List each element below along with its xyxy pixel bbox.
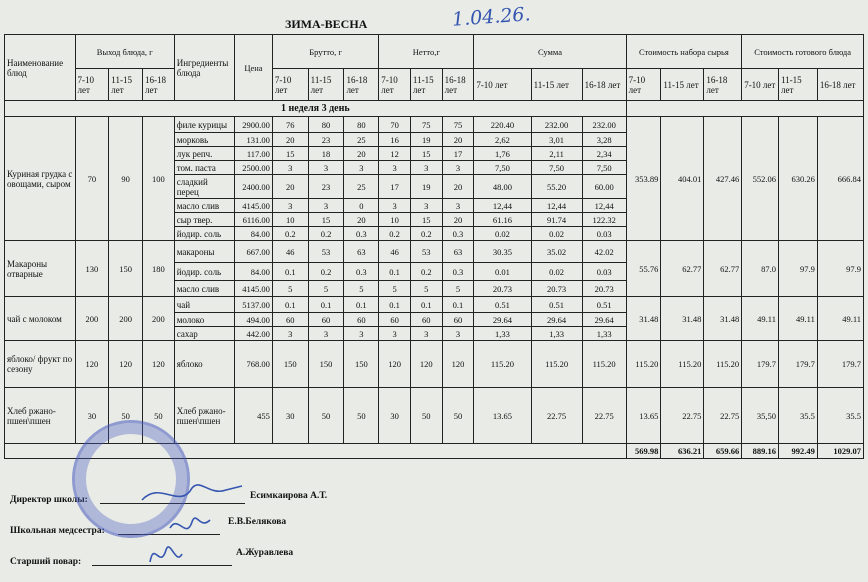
raw-total-cell: 569.98 [626,444,661,459]
netto-cell: 17 [379,175,411,199]
header-ingredients: Ингредиенты блюда [174,35,234,101]
netto-cell: 46 [379,241,411,263]
sum-cell: 0.51 [474,297,531,313]
header-raw-cost: Стоимость набора сырья [626,35,742,69]
sum-cell: 55.20 [531,175,582,199]
brutto-cell: 25 [344,175,379,199]
netto-cell: 12 [379,147,411,161]
age-header: 7-10 лет [626,69,661,101]
ready-cost-cell: 552.06 [742,117,779,241]
brutto-cell: 3 [272,327,308,341]
director-label: Директор школы: [10,495,88,505]
yield-cell: 130 [75,241,109,297]
yield-cell: 50 [143,388,175,444]
brutto-cell: 0.1 [308,297,344,313]
yield-cell: 70 [75,117,109,241]
ready-cost-cell: 666.84 [817,117,863,241]
document-title: ЗИМА-ВЕСНА [285,17,368,31]
price-cell: 84.00 [235,227,273,241]
sum-cell: 2,34 [582,147,626,161]
director-name: Есимкаирова А.Т. [250,491,328,501]
netto-cell: 19 [410,133,442,147]
netto-cell: 60 [379,313,411,327]
sum-cell: 115.20 [582,341,626,388]
netto-cell: 5 [410,281,442,297]
brutto-cell: 25 [344,133,379,147]
ingredient-name: чай [174,297,234,313]
sum-cell: 232.00 [582,117,626,133]
ingredient-name: филе курицы [174,117,234,133]
netto-cell: 3 [442,199,474,213]
ingredient-name: сахар [174,327,234,341]
age-header: 7-10 лет [474,69,531,101]
brutto-cell: 0.3 [344,227,379,241]
yield-cell: 200 [143,297,175,341]
sum-cell: 29.64 [531,313,582,327]
cook-name: А.Журавлева [236,548,294,558]
yield-cell: 120 [109,341,143,388]
netto-cell: 50 [410,388,442,444]
raw-cost-cell: 31.48 [626,297,661,341]
ingredient-name: морковь [174,133,234,147]
yield-cell: 200 [75,297,109,341]
netto-cell: 75 [410,117,442,133]
ready-cost-cell: 87.0 [742,241,779,297]
sum-cell: 12,44 [531,199,582,213]
sum-cell: 115.20 [531,341,582,388]
nurse-name: Е.В.Белякова [228,517,287,527]
dish-name: чай с молоком [5,297,76,341]
netto-cell: 0.3 [442,227,474,241]
netto-cell: 20 [442,133,474,147]
brutto-cell: 50 [308,388,344,444]
raw-cost-cell: 62.77 [661,241,704,297]
yield-cell: 180 [143,241,175,297]
yield-cell: 120 [143,341,175,388]
header-netto: Нетто,г [379,35,474,69]
netto-cell: 3 [442,161,474,175]
age-header: 16-18 лет [582,69,626,101]
yield-cell: 30 [75,388,109,444]
sum-cell: 42.02 [582,241,626,263]
brutto-cell: 150 [308,341,344,388]
sum-cell: 60.00 [582,175,626,199]
netto-cell: 60 [442,313,474,327]
netto-cell: 20 [442,213,474,227]
sum-cell: 232.00 [531,117,582,133]
ingredient-name: сыр твер. [174,213,234,227]
brutto-cell: 3 [272,161,308,175]
sum-cell: 2,62 [474,133,531,147]
header-sum: Сумма [474,35,626,69]
raw-cost-cell: 31.48 [704,297,742,341]
age-header: 16-18 лет [143,69,175,101]
sum-cell: 48.00 [474,175,531,199]
yield-cell: 50 [109,388,143,444]
brutto-cell: 3 [308,161,344,175]
sum-cell: 29.64 [582,313,626,327]
brutto-cell: 60 [272,313,308,327]
yield-cell: 100 [143,117,175,241]
brutto-cell: 50 [344,388,379,444]
netto-cell: 0.1 [442,297,474,313]
table-row [5,297,864,313]
netto-cell: 0.1 [410,297,442,313]
raw-cost-cell: 404.01 [661,117,704,241]
age-header: 7-10 лет [742,69,779,101]
table-row [5,341,864,388]
ingredient-name: Хлеб ржано-пшен\пшен [174,388,234,444]
sum-cell: 30.35 [474,241,531,263]
netto-cell: 0.2 [410,227,442,241]
netto-cell: 0.2 [410,263,442,281]
brutto-cell: 150 [272,341,308,388]
brutto-cell: 0.2 [308,263,344,281]
sum-cell: 0.02 [474,227,531,241]
ingredient-name: масло слив [174,199,234,213]
netto-cell: 20 [442,175,474,199]
brutto-cell: 20 [272,133,308,147]
age-header: 11-15 лет [778,69,817,101]
brutto-cell: 5 [272,281,308,297]
raw-cost-cell: 31.48 [661,297,704,341]
netto-cell: 19 [410,175,442,199]
price-cell: 455 [235,388,273,444]
cook-label: Старший повар: [10,557,82,567]
raw-cost-cell: 55.76 [626,241,661,297]
age-header: 11-15 лет [109,69,143,101]
brutto-cell: 18 [308,147,344,161]
sum-cell: 22.75 [582,388,626,444]
brutto-cell: 5 [344,281,379,297]
brutto-cell: 30 [272,388,308,444]
ingredient-name: молоко [174,313,234,327]
brutto-cell: 63 [344,241,379,263]
sum-cell: 12,44 [582,199,626,213]
handwritten-date: 1.04.26. [451,3,532,31]
brutto-cell: 10 [272,213,308,227]
netto-cell: 5 [379,281,411,297]
age-header: 16-18 лет [344,69,379,101]
ingredient-name: масло слив [174,281,234,297]
brutto-cell: 15 [272,147,308,161]
netto-cell: 0.2 [379,227,411,241]
ingredient-name: яблоко [174,341,234,388]
sum-cell: 7,50 [474,161,531,175]
netto-cell: 3 [442,327,474,341]
netto-cell: 50 [442,388,474,444]
sum-cell: 3,01 [531,133,582,147]
brutto-cell: 80 [308,117,344,133]
netto-cell: 30 [379,388,411,444]
sum-cell: 22.75 [531,388,582,444]
price-cell: 2400.00 [235,175,273,199]
price-cell: 117.00 [235,147,273,161]
ingredient-name: лук репч. [174,147,234,161]
brutto-cell: 20 [272,175,308,199]
sum-cell: 20.73 [531,281,582,297]
brutto-cell: 0.1 [344,297,379,313]
raw-cost-cell: 22.75 [704,388,742,444]
sum-cell: 0.02 [531,263,582,281]
netto-cell: 70 [379,117,411,133]
netto-cell: 3 [379,327,411,341]
brutto-cell: 3 [272,199,308,213]
age-header: 7-10 лет [379,69,411,101]
brutto-cell: 80 [344,117,379,133]
header-ready-cost: Стоимость готового блюда [742,35,864,69]
sum-cell: 1,33 [531,327,582,341]
header-brutto: Брутто, г [272,35,378,69]
brutto-cell: 0 [344,199,379,213]
yield-cell: 200 [109,297,143,341]
header-dish-name: Наименование блюд [5,35,76,101]
sum-cell: 122.32 [582,213,626,227]
netto-cell: 15 [410,147,442,161]
yield-cell: 150 [109,241,143,297]
sum-cell: 3,28 [582,133,626,147]
raw-cost-cell: 115.20 [661,341,704,388]
price-cell: 2900.00 [235,117,273,133]
age-header: 11-15 лет [661,69,704,101]
brutto-cell: 0.2 [272,227,308,241]
sum-cell: 1,33 [582,327,626,341]
sum-cell: 115.20 [474,341,531,388]
netto-cell: 120 [379,341,411,388]
sum-cell: 0.03 [582,227,626,241]
ready-cost-cell: 49.11 [817,297,863,341]
ready-cost-cell: 35.5 [817,388,863,444]
sum-cell: 7,50 [531,161,582,175]
dish-name: яблоко/ фрукт по сезону [5,341,76,388]
brutto-cell: 3 [344,161,379,175]
sum-cell: 0.51 [582,297,626,313]
raw-cost-cell: 427.46 [704,117,742,241]
raw-cost-cell: 13.65 [626,388,661,444]
table-row [5,117,864,133]
ready-cost-cell: 179.7 [778,341,817,388]
price-cell: 4145.00 [235,199,273,213]
ready-cost-cell: 97.9 [778,241,817,297]
netto-cell: 0.1 [379,297,411,313]
price-cell: 667.00 [235,241,273,263]
price-cell: 84.00 [235,263,273,281]
netto-cell: 3 [410,161,442,175]
sum-cell: 0.51 [531,297,582,313]
raw-total-cell: 636.21 [661,444,704,459]
header-yield: Выход блюда, г [75,35,174,69]
age-header: 16-18 лет [442,69,474,101]
week-label: 1 неделя 3 день [5,101,627,117]
ready-cost-cell: 49.11 [778,297,817,341]
price-cell: 2500.00 [235,161,273,175]
raw-cost-cell: 62.77 [704,241,742,297]
age-header-row [5,69,864,101]
ingredient-name: йодир. соль [174,263,234,281]
nurse-label: Школьная медсестра: [10,526,105,536]
dish-name: Куриная грудка с овощами, сыром [5,117,76,241]
raw-cost-cell: 115.20 [626,341,661,388]
sum-cell: 1,76 [474,147,531,161]
brutto-cell: 23 [308,175,344,199]
brutto-cell: 20 [344,213,379,227]
age-header: 7-10 лет [75,69,109,101]
sum-cell: 12,44 [474,199,531,213]
dish-name: Хлеб ржано-пшен\пшен [5,388,76,444]
age-header: 7-10 лет [272,69,308,101]
raw-total-cell: 659.66 [704,444,742,459]
raw-cost-cell: 115.20 [704,341,742,388]
brutto-cell: 76 [272,117,308,133]
brutto-cell: 0.1 [272,263,308,281]
yield-cell: 90 [109,117,143,241]
netto-cell: 16 [379,133,411,147]
handwritten-signatures [130,470,270,580]
brutto-cell: 3 [308,327,344,341]
age-header: 11-15 лет [308,69,344,101]
ready-cost-cell: 630.26 [778,117,817,241]
brutto-cell: 0.1 [272,297,308,313]
netto-cell: 0.1 [379,263,411,281]
sum-cell: 0.01 [474,263,531,281]
brutto-cell: 20 [344,147,379,161]
sum-cell: 13.65 [474,388,531,444]
ready-total-cell: 992.49 [778,444,817,459]
sum-cell: 20.73 [582,281,626,297]
netto-cell: 53 [410,241,442,263]
sum-cell: 0.02 [531,227,582,241]
ready-cost-cell: 179.7 [742,341,779,388]
netto-cell: 120 [410,341,442,388]
age-header: 16-18 лет [704,69,742,101]
ready-cost-cell: 35.5 [778,388,817,444]
netto-cell: 3 [379,199,411,213]
week-label-blank [626,101,863,117]
price-cell: 4145.00 [235,281,273,297]
netto-cell: 17 [442,147,474,161]
brutto-cell: 0.2 [308,227,344,241]
price-cell: 442.00 [235,327,273,341]
ready-cost-cell: 97.9 [817,241,863,297]
table-body [5,101,864,459]
sum-cell: 2,11 [531,147,582,161]
raw-cost-cell: 22.75 [661,388,704,444]
netto-cell: 5 [442,281,474,297]
sum-cell: 29.64 [474,313,531,327]
ingredient-name: том. паста [174,161,234,175]
sum-cell: 35.02 [531,241,582,263]
ingredient-name: макароны [174,241,234,263]
brutto-cell: 5 [308,281,344,297]
ingredient-name: сладкий перец [174,175,234,199]
sum-cell: 20.73 [474,281,531,297]
brutto-cell: 60 [344,313,379,327]
ready-total-cell: 1029.07 [817,444,863,459]
netto-cell: 75 [442,117,474,133]
brutto-cell: 53 [308,241,344,263]
price-cell: 768.00 [235,341,273,388]
netto-cell: 15 [410,213,442,227]
table-header [5,35,864,101]
age-header: 11-15 лет [531,69,582,101]
brutto-cell: 60 [308,313,344,327]
sum-cell: 220.40 [474,117,531,133]
sum-cell: 1,33 [474,327,531,341]
brutto-cell: 3 [308,199,344,213]
price-cell: 5137.00 [235,297,273,313]
brutto-cell: 23 [308,133,344,147]
ingredient-name: йодир. соль [174,227,234,241]
brutto-cell: 150 [344,341,379,388]
raw-cost-cell: 353.89 [626,117,661,241]
netto-cell: 63 [442,241,474,263]
netto-cell: 3 [379,161,411,175]
netto-cell: 10 [379,213,411,227]
netto-cell: 3 [410,327,442,341]
price-cell: 131.00 [235,133,273,147]
netto-cell: 60 [410,313,442,327]
brutto-cell: 15 [308,213,344,227]
ready-cost-cell: 179.7 [817,341,863,388]
sum-cell: 7,50 [582,161,626,175]
brutto-cell: 0.3 [344,263,379,281]
netto-cell: 0.3 [442,263,474,281]
sum-cell: 0.03 [582,263,626,281]
ready-total-cell: 889.16 [742,444,779,459]
header-price: Цена [235,35,273,101]
yield-cell: 120 [75,341,109,388]
sum-cell: 91.74 [531,213,582,227]
price-cell: 494.00 [235,313,273,327]
ready-cost-cell: 35,50 [742,388,779,444]
brutto-cell: 46 [272,241,308,263]
table-row [5,241,864,263]
menu-table [4,34,864,459]
ready-cost-cell: 49.11 [742,297,779,341]
netto-cell: 120 [442,341,474,388]
sum-cell: 61.16 [474,213,531,227]
price-cell: 6116.00 [235,213,273,227]
netto-cell: 3 [410,199,442,213]
dish-name: Макароны отварные [5,241,76,297]
age-header: 11-15 лет [410,69,442,101]
age-header: 16-18 лет [817,69,863,101]
brutto-cell: 3 [344,327,379,341]
